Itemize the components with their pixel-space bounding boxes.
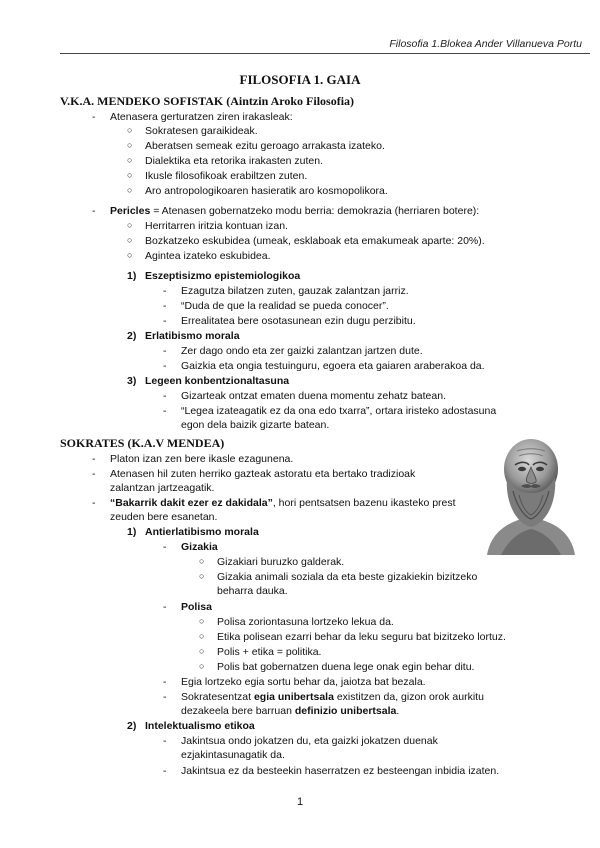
circle-bullet: ○ [127,250,133,260]
subheading-gizakia: Gizakia [181,541,218,553]
text-span: . [396,705,400,717]
list-item: “Duda de que la realidad se pueda conocer”. [181,300,389,312]
list-item: Gaizkia eta ongia testuinguru, egoera eta gaiaren araberakoa da. [181,360,485,372]
subheading-polisa: Polisa [181,601,212,613]
circle-bullet: ○ [127,155,133,165]
dash-bullet: - [163,541,167,553]
list-item: Aro antropologikoaren hasieratik aro kosmopolikora. [145,185,388,197]
dash-bullet: - [163,390,167,402]
list-item: Sokratesen garaikideak. [145,125,258,137]
circle-bullet: ○ [127,125,133,135]
intro-text: Atenasera gerturatzen ziren irakasleak: [110,111,293,123]
item-number: 3) [127,375,137,387]
list-item: Jakintsua ez da besteekin haserratzen ez besteengan inbidia izaten. [181,765,500,777]
dash-bullet: - [163,405,167,417]
circle-bullet: ○ [127,140,133,150]
list-item: Jakintsua ondo jokatzen du, eta gaizki jokatzen duenak [181,735,438,747]
subheading-conventionality: Legeen konbentzionaltasuna [145,375,290,387]
circle-bullet: ○ [199,646,205,656]
circle-bullet: ○ [199,556,205,566]
circle-bullet: ○ [199,571,205,581]
circle-bullet: ○ [127,185,133,195]
circle-bullet: ○ [199,616,205,626]
list-item: Egia lortzeko egia sortu behar da, jaiotza bat bezala. [181,676,426,688]
bold-term: definizio unibertsala [294,705,397,717]
bold-term: egia unibertsala [253,691,334,703]
dash-bullet: - [92,205,96,217]
item-number: 1) [127,526,137,538]
socrates-quote: “Bakarrik dakit ezer ez dakidala” [110,497,273,509]
pericles-text: = Atenasen gobernatzeko modu berria: demokrazia (herriaren botere): [150,205,480,217]
pericles-label: Pericles [110,205,151,217]
circle-bullet: ○ [199,631,205,641]
dash-bullet: - [163,765,167,777]
list-item: Polis bat gobernatzen duena lege onak egin behar ditu. [217,661,475,673]
quote-line [110,497,456,510]
quote-continuation: zeuden bere esanetan. [110,511,218,523]
circle-bullet: ○ [127,170,133,180]
dash-bullet: - [163,360,167,372]
list-item: “Legea izateagatik ez da ona edo txarra”, ortara iristeko adostasuna [181,405,497,417]
circle-bullet: ○ [127,235,133,245]
dash-bullet: - [163,300,167,312]
dash-bullet: - [163,676,167,688]
page-title: FILOSOFIA 1. GAIA [239,72,361,87]
subheading-anti-relativism: Antierlatibismo morala [145,526,259,538]
socrates-bust-image [481,431,579,555]
list-item: Aberatsen semeak ezitu geroago arrakasta izateko. [145,140,385,152]
item-number: 2) [127,720,137,732]
list-item: Bozkatzeko eskubidea (umeak, esklaboak eta emakumeak aparte: 20%). [145,235,485,247]
list-item-continuation: zalantzan jartzeagatik. [110,482,215,494]
list-item: Herritarren iritzia kontuan izan. [145,220,288,232]
list-item-continuation: ezjakintasunagatik da. [181,749,285,761]
list-item: Gizakia animali soziala da eta beste gizakiekin bizitzeko [217,571,478,583]
pericles-line [110,205,479,218]
subheading-moral-relativism: Erlatibismo morala [145,330,240,342]
list-item: Dialektika eta retorika irakasten zuten. [145,155,324,167]
item-number: 1) [127,270,137,282]
universal-truth-line [181,691,484,704]
subheading-ethical-intellectualism: Intelektualismo etikoa [145,720,255,732]
text-span: Sokratesentzat [181,691,254,703]
dash-bullet: - [92,468,96,480]
list-item-continuation: beharra dauka. [217,585,288,597]
list-item: Ezagutza bilatzen zuten, gauzak zalantzan jarriz. [181,285,409,297]
list-item: Polisa zoriontasuna lortzeko lekua da. [217,616,394,628]
running-header: Filosofia 1.Blokea Ander Villanueva Portu [389,38,582,50]
list-item: Polis + etika = politika. [217,646,322,658]
list-item: Errealitatea bere osotasunean ezin dugu perzibitu. [181,315,416,327]
quote-rest: , hori pentsatsen bazenu ikasteko prest [272,497,456,509]
list-item: Zer dago ondo eta zer gaizki zalantzan jartzen dute. [181,345,423,357]
dash-bullet: - [92,497,96,509]
section-heading-socrates: SOKRATES (K.A.V MENDEA) [60,436,225,450]
dash-bullet: - [163,735,167,747]
text-span: existitzen da, gizon orok aurkitu [333,691,484,703]
header-rule [60,53,590,54]
list-item: Etika polisean ezarri behar da leku seguru bat bizitzeko lortuz. [217,631,506,643]
dash-bullet: - [163,315,167,327]
list-item: Atenasen hil zuten herriko gazteak astoratu eta bertako tradizioak [110,468,416,480]
page-number: 1 [296,796,304,808]
list-item-continuation: egon dela baizik gizarte batean. [181,419,330,431]
list-item: Ikusle filosofikoak erabiltzen zuten. [145,170,308,182]
section-heading-sophists: V.K.A. MENDEKO SOFISTAK (Aintzin Aroko Filosofia) [60,94,355,108]
universal-definition-line [181,705,399,718]
subheading-skepticism: Eszeptisizmo epistemiologikoa [145,270,301,282]
dash-bullet: - [163,285,167,297]
list-item: Gizarteak ontzat ematen duena momentu zehatz batean. [181,390,446,402]
dash-bullet: - [92,453,96,465]
circle-bullet: ○ [199,661,205,671]
list-item: Platon izan zen bere ikasle ezagunena. [110,453,294,465]
dash-bullet: - [163,601,167,613]
text-span: dezakeela bere barruan [181,705,295,717]
item-number: 2) [127,330,137,342]
list-item: Gizakiari buruzko galderak. [217,556,345,568]
dash-bullet: - [92,111,96,123]
list-item: Agintea izateko eskubidea. [145,250,271,262]
circle-bullet: ○ [127,220,133,230]
dash-bullet: - [163,345,167,357]
dash-bullet: - [163,691,167,703]
